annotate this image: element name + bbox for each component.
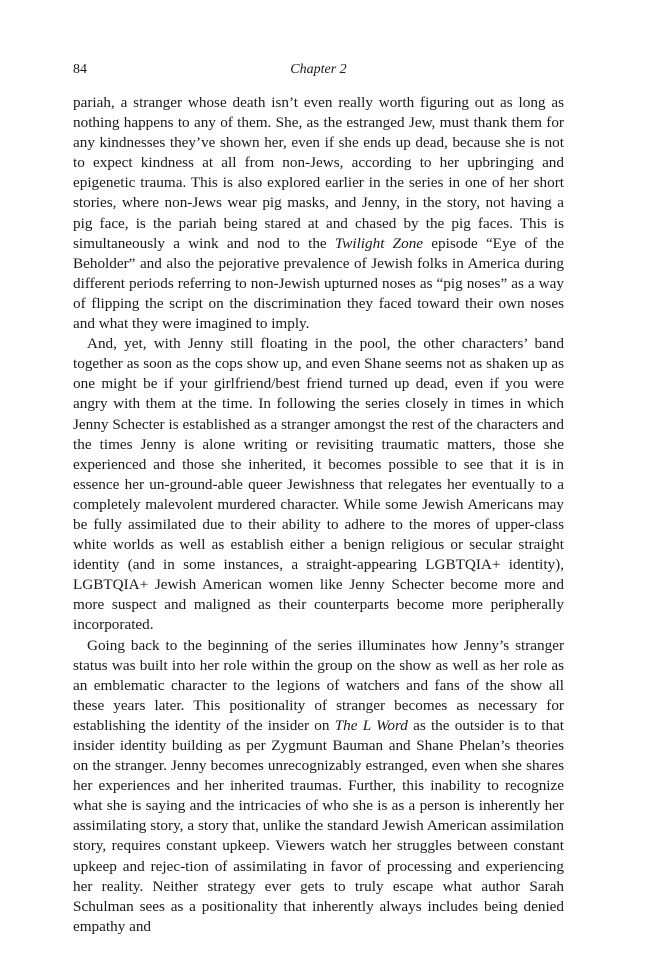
text-segment: Going back to the beginning of the series illuminates how Jenny’s stranger status was built into her role within the group on the show as well as her role as an emblematic character to the legions of watchers and fans of the show all these years later. This positionality of stranger becomes as necessary for establishing the identity of the insider on xyxy=(73,636,564,734)
book-page xyxy=(73,62,564,937)
paragraph-2 xyxy=(73,334,564,635)
paragraph-3 xyxy=(73,636,564,937)
body-text xyxy=(73,93,564,937)
page-header xyxy=(73,62,564,84)
page-number: 84 xyxy=(73,62,87,77)
text-segment: as the outsider is to that insider identity building as per Zygmunt Bauman and Shane Phelan’s theories on the stranger. Jenny becomes unrecognizably estranged, even when she shares her experiences and her inherited traumas. Further, this inability to recognize what she is saying and the intricacies of who she is as a person is inherently her assimilating story, a story that, unlike the standard Jewish American assimilation story, requires constant upkeep. Viewers watch her struggles between constant upkeep and rejec-tion of assimilating in favor of processing and experiencing her reality. Neither strategy ever gets to truly escape what author Sarah Schulman sees as a positionality that inherently always includes being denied empathy and xyxy=(73,716,564,935)
text-segment: And, yet, with Jenny still floating in the pool, the other characters’ band together as soon as the cops show up, and even Shane seems not as shaken up as one might be if your girlfriend/best friend turned up dead, even if you were angry with them at the time. In following the series closely in times in which Jenny Schecter is established as a stranger amongst the rest of the characters and the times Jenny is alone writing or revisiting traumatic matters, those she experienced and those she inherited, it becomes possible to see that it is in essence her un-ground-able queer Jewishness that relegates her eventually to a completely malevolent murdered character. While some Jewish Americans may be fully assimilated due to their ability to adhere to the mores of upper-class white worlds as well as establish either a benign religious or secular straight identity (and in some instances, a straight-appearing LGBTQIA+ identity), LGBTQIA+ Jewish American women like Jenny Schecter become more and more suspect and maligned as their counterparts become more peripherally incorporated. xyxy=(73,335,564,634)
text-segment: pariah, a stranger whose death isn’t even really worth figuring out as long as nothing happens to any of them. She, as the estranged Jew, must thank them for any kindnesses they’ve shown her, even if she ends up dead, because she is not to expect kindness at all from non-Jews, according to her upbringing and epigenetic trauma. This is also explored earlier in the series in one of her short stories, where non-Jews wear pig masks, and Jenny, in the story, not having a pig face, is the pariah being stared at and chased by the pig faces. This is simultaneously a wink and nod to the xyxy=(73,94,564,252)
text-segment: episode “Eye of the Beholder” and also the pejorative prevalence of Jewish folks in America during different periods referring to non-Jewish upturned noses as “pig noses” as a way of flipping the script on the discrimination they faced toward their own noses and what they were imagined to imply. xyxy=(73,234,564,333)
paragraph-1 xyxy=(73,93,564,334)
show-title-italic: Twilight Zone xyxy=(334,234,424,252)
running-head: Chapter 2 xyxy=(290,62,347,77)
show-title-italic: The L Word xyxy=(334,716,408,734)
